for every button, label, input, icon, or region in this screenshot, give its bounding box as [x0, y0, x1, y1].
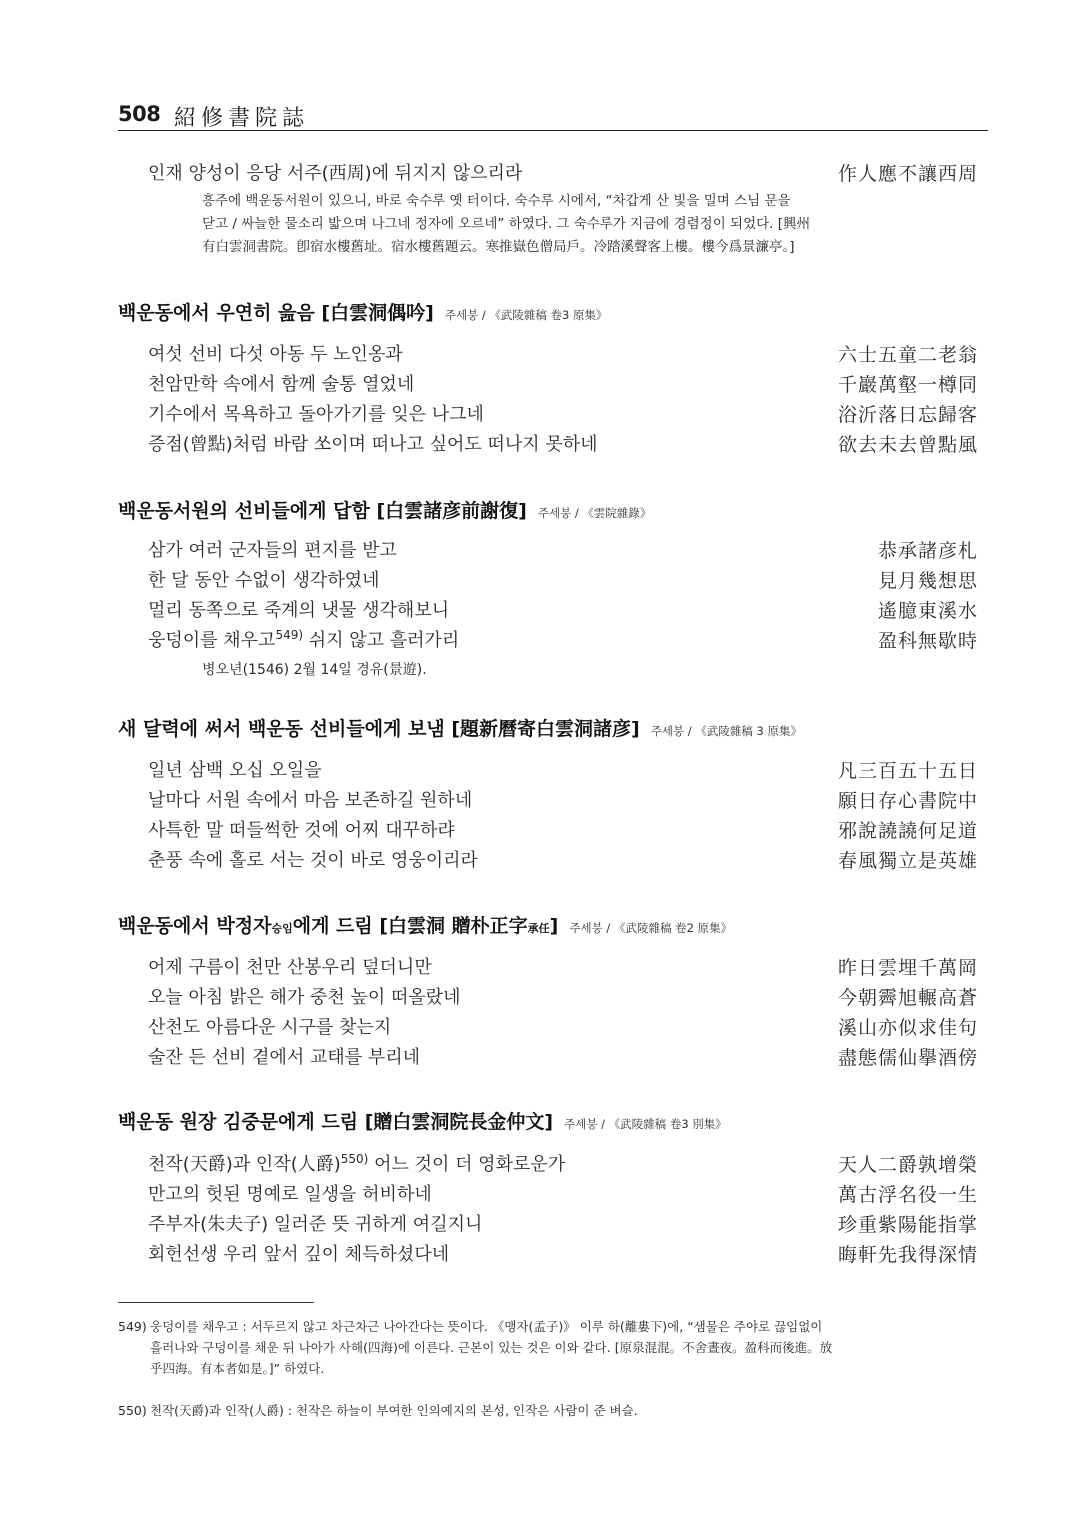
verse-line	[148, 1181, 978, 1209]
verse-hanja: 珍重紫陽能指掌	[837, 1214, 978, 1236]
verse-line	[148, 1241, 978, 1269]
verse-korean: 주부자(朱夫子) 일러준 뜻 귀하게 여길지니	[148, 1214, 483, 1235]
poem-title: 백운동 원장 김중문에게 드림 [贈白雲洞院長金仲文]	[118, 1111, 554, 1133]
verse-hanja: 遙臆東溪水	[877, 600, 978, 622]
poem-title: 백운동에서 우연히 읊음 [白雲洞偶吟]	[118, 302, 434, 324]
verse-hanja: 盈科無歇時	[877, 630, 978, 652]
date-note: 병오년(1546) 2월 14일 경유(景遊).	[202, 662, 427, 678]
footnote-549	[118, 1316, 988, 1382]
poem-source: 주세붕 / 《武陵雜稿 3 原集》	[650, 724, 802, 738]
footnote-line: 乎四海。有本者如是。]” 하였다.	[150, 1361, 325, 1376]
verse-line	[148, 537, 978, 565]
verse-line	[148, 984, 978, 1012]
verse-hanja: 凡三百五十五日	[837, 760, 978, 782]
poem-source: 주세붕 / 《雲院雜錄》	[537, 506, 652, 520]
verse-korean: 산천도 아름다운 시구를 찾는지	[148, 1017, 392, 1038]
verse-line	[148, 567, 978, 595]
verse-korean: 회헌선생 우리 앞서 깊이 체득하셨다네	[148, 1244, 450, 1265]
footnote-body	[150, 1400, 988, 1421]
verse-line	[148, 787, 978, 815]
verse-hanja: 浴沂落日忘歸客	[837, 404, 978, 426]
verse-line	[148, 431, 978, 459]
verse-hanja: 恭承諸彦札	[877, 540, 978, 562]
verse-hanja: 今朝霽旭輾高蒼	[837, 987, 978, 1009]
verse-hanja: 晦軒先我得深情	[837, 1244, 978, 1266]
verse-hanja: 見月幾想思	[877, 570, 978, 592]
footnote-rule	[118, 1302, 314, 1303]
verse-hanja: 天人二爵孰增榮	[837, 1154, 978, 1176]
verse-hanja: 千巖萬壑一樽同	[837, 374, 978, 396]
poem-title: 백운동서원의 선비들에게 답함 [白雲諸彦前謝復]	[118, 500, 527, 522]
verse-korean: 웅덩이를 채우고$^{549)}$ 쉬지 않고 흘러가리	[148, 628, 460, 651]
verse-korean: 인재 양성이 응당 서주(西周)에 뒤지지 않으리라	[148, 163, 523, 184]
verse-korean: 일년 삼백 오십 오일을	[148, 760, 322, 781]
verse-hanja: 作人應不讓西周	[837, 163, 978, 185]
poem-title: 새 달력에 써서 백운동 선비들에게 보냄 [題新曆寄白雲洞諸彦]	[118, 718, 640, 740]
verse-line	[148, 401, 978, 429]
verse-line	[148, 1044, 978, 1072]
footnote-number: 550)	[118, 1403, 147, 1418]
poem-title: 백운동에서 박정자승임에게 드림 [白雲洞 贈朴正字承任]	[118, 915, 559, 937]
verse-korean: 사특한 말 떠들썩한 것에 어찌 대꾸하랴	[148, 820, 455, 841]
poem-source: 주세붕 / 《武陵雜稿 卷3 原集》	[444, 308, 608, 322]
poem-heading	[118, 298, 608, 325]
verse-hanja: 邪說譊譊何足道	[837, 820, 978, 842]
verse-line	[148, 954, 978, 982]
verse-hanja: 萬古浮名役一生	[837, 1184, 978, 1206]
verse-korean: 만고의 헛된 명예로 일생을 허비하네	[148, 1184, 432, 1205]
running-header	[118, 96, 988, 132]
footnote-body	[150, 1316, 988, 1379]
verse-hanja: 昨日雲埋千萬岡	[837, 957, 978, 979]
verse-korean: 춘풍 속에 홀로 서는 것이 바로 영웅이리라	[148, 850, 478, 871]
verse-hanja: 願日存心書院中	[837, 790, 978, 812]
note-line: 有白雲洞書院。卽宿水樓舊址。宿水樓舊題云。寒推嶽色僧局戶。冷踏溪聲客上樓。樓今爲景濂亭。]	[202, 239, 795, 255]
verse-hanja: 六士五童二老翁	[837, 344, 978, 366]
poem-heading	[118, 714, 802, 741]
page-number: 508	[118, 102, 161, 126]
poem-source: 주세붕 / 《武陵雜稿 卷3 別集》	[564, 1117, 727, 1131]
verse-line	[148, 627, 978, 655]
verse-korean: 한 달 동안 수없이 생각하였네	[148, 570, 380, 591]
verse-line	[148, 371, 978, 399]
footnote-ref-550[interactable]: 550)	[340, 1152, 369, 1166]
footnote-ref-549[interactable]: 549)	[275, 628, 304, 642]
verse-korean: 삼가 여러 군자들의 편지를 받고	[148, 540, 397, 561]
note-line: 흥주에 백운동서원이 있으니, 바로 숙수루 옛 터이다. 숙수루 시에서, “차갑게 산 빛을 밀며 스님 문을	[202, 193, 791, 209]
intro-note	[202, 190, 987, 259]
verse-line	[148, 817, 978, 845]
verse-line	[148, 341, 978, 369]
verse-korean: 기수에서 목욕하고 돌아가기를 잊은 나그네	[148, 404, 484, 425]
verse-korean: 술잔 든 선비 곁에서 교태를 부리네	[148, 1047, 421, 1068]
verse-korean: 오늘 아침 밝은 해가 중천 높이 떠올랐네	[148, 987, 461, 1008]
book-title: 紹修書院誌	[174, 106, 310, 131]
poem-heading	[118, 496, 651, 523]
poem-heading	[118, 1107, 727, 1134]
verse-hanja: 春風獨立是英雄	[837, 850, 978, 872]
verse-korean: 증점(曾點)처럼 바람 쏘이며 떠나고 싶어도 떠나지 못하네	[148, 434, 598, 455]
verse-hanja: 盡態儒仙擧酒傍	[837, 1047, 978, 1069]
verse-korean: 어제 구름이 천만 산봉우리 덮더니만	[148, 957, 432, 978]
verse-line	[148, 1014, 978, 1042]
verse-korean: 날마다 서원 속에서 마음 보존하길 원하네	[148, 790, 473, 811]
footnote-number: 549)	[118, 1319, 147, 1334]
poem-source: 주세붕 / 《武陵雜稿 卷2 原集》	[569, 921, 733, 935]
header-rule	[118, 130, 988, 131]
note-line: 닫고 / 싸늘한 물소리 밟으며 나그네 정자에 오르네” 하였다. 그 숙수루가 지금에 경렴정이 되었다. [興州	[202, 216, 811, 232]
verse-hanja: 欲去未去曾點風	[837, 434, 978, 456]
footnote-line: 천작(天爵)과 인작(人爵) : 천작은 하늘이 부여한 인의예지의 본성, 인작은 사람이 준 벼슬.	[150, 1403, 638, 1418]
verse-korean: 멀리 동쪽으로 죽계의 냇물 생각해보니	[148, 600, 450, 621]
verse-korean: 천작(天爵)과 인작(人爵)$^{550)}$ 어느 것이 더 영화로운가	[148, 1152, 566, 1175]
verse-line	[148, 1211, 978, 1239]
verse-korean: 천암만학 속에서 함께 술통 열었네	[148, 374, 415, 395]
verse-line	[148, 757, 978, 785]
footnote-line: 흘러나와 구덩이를 채운 뒤 나아가 사해(四海)에 이른다. 근본이 있는 것은 이와 같다. [原泉混混。不舍晝夜。盈科而後進。放	[150, 1340, 833, 1355]
verse-korean: 여섯 선비 다섯 아동 두 노인옹과	[148, 344, 403, 365]
footnote-550	[118, 1400, 988, 1422]
verse-hanja: 溪山亦似求佳句	[837, 1017, 978, 1039]
poem-heading	[118, 911, 732, 938]
footnote-line: 웅덩이를 채우고 : 서두르지 않고 차근차근 나아간다는 뜻이다. 《맹자(孟子)》 이루 하(離婁下)에, “샘물은 주야로 끊임없이	[150, 1319, 823, 1334]
verse-line	[148, 597, 978, 625]
verse-line	[148, 1151, 978, 1179]
verse-line	[148, 847, 978, 875]
intro-verse	[148, 160, 978, 188]
